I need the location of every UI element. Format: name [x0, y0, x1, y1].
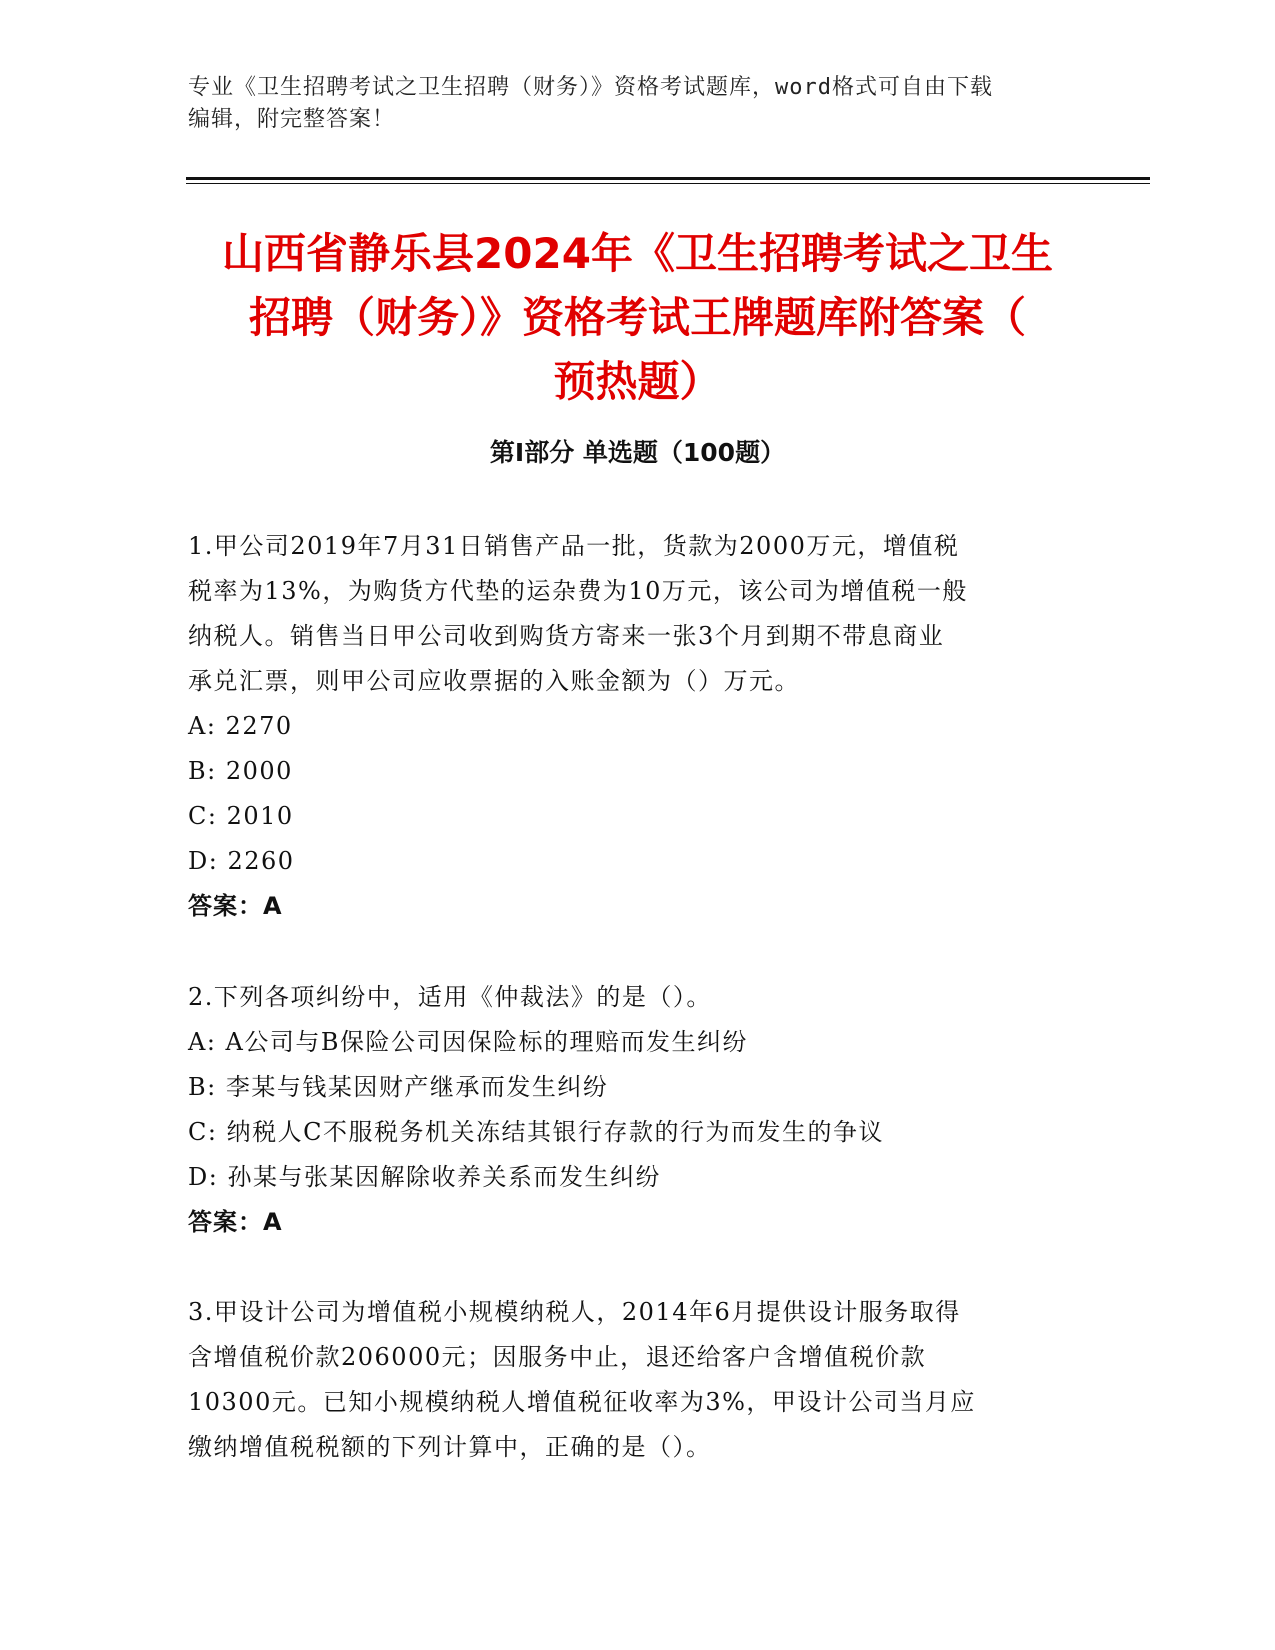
- question-stem-line: 纳税人。销售当日甲公司收到购货方寄来一张3个月到期不带息商业: [188, 622, 945, 650]
- question-stem-line: 税率为13%，为购货方代垫的运杂费为10万元，该公司为增值税一般: [188, 577, 968, 605]
- answer-label: 答案：A: [188, 892, 283, 920]
- question-stem-line: 含增值税价款206000元；因服务中止，退还给客户含增值税价款: [188, 1343, 927, 1371]
- option-c: C: 2010: [188, 802, 294, 830]
- question-stem-line: 10300元。已知小规模纳税人增值税征收率为3%，甲设计公司当月应: [188, 1388, 976, 1416]
- header-note-line-1: 专业《卫生招聘考试之卫生招聘（财务）》资格考试题库，word格式可自由下载: [188, 75, 993, 100]
- document-title-line-3: 预热题）: [553, 357, 722, 406]
- header-divider-thin: [186, 183, 1150, 184]
- question-stem-line: 承兑汇票，则甲公司应收票据的入账金额为（）万元。: [188, 667, 800, 695]
- option-a: A: 2270: [188, 712, 293, 740]
- question-stem-line: 缴纳增值税税额的下列计算中，正确的是（）。: [188, 1433, 712, 1461]
- header-note: [188, 72, 1088, 136]
- option-d: D: 2260: [188, 847, 295, 875]
- question-3: [188, 1290, 1088, 1470]
- question-1: [188, 524, 1088, 929]
- question-stem-line: 1.甲公司2019年7月31日销售产品一批，货款为2000万元，增值税: [188, 532, 960, 560]
- section-heading: 第Ⅰ部分 单选题（100题）: [489, 438, 786, 467]
- document-title-line-1: 山西省静乐县2024年《卫生招聘考试之卫生: [222, 229, 1053, 278]
- option-d: D: 孙某与张某因解除收养关系而发生纠纷: [188, 1163, 661, 1191]
- header-note-line-2: 编辑，附完整答案！: [188, 107, 396, 132]
- option-b: B: 2000: [188, 757, 293, 785]
- option-b: B: 李某与钱某因财产继承而发生纠纷: [188, 1073, 609, 1101]
- document-title: [170, 222, 1105, 414]
- option-a: A: A公司与B保险公司因保险标的理赔而发生纠纷: [188, 1028, 749, 1056]
- question-stem-line: 2.下列各项纠纷中，适用《仲裁法》的是（）。: [188, 983, 712, 1011]
- option-c: C: 纳税人C不服税务机关冻结其银行存款的行为而发生的争议: [188, 1118, 884, 1146]
- question-2: [188, 975, 1088, 1245]
- answer-label: 答案：A: [188, 1208, 283, 1236]
- document-title-line-2: 招聘（财务）》资格考试王牌题库附答案（: [248, 293, 1026, 342]
- question-stem-line: 3.甲设计公司为增值税小规模纳税人，2014年6月提供设计服务取得: [188, 1298, 961, 1326]
- header-divider-thick: [186, 177, 1150, 180]
